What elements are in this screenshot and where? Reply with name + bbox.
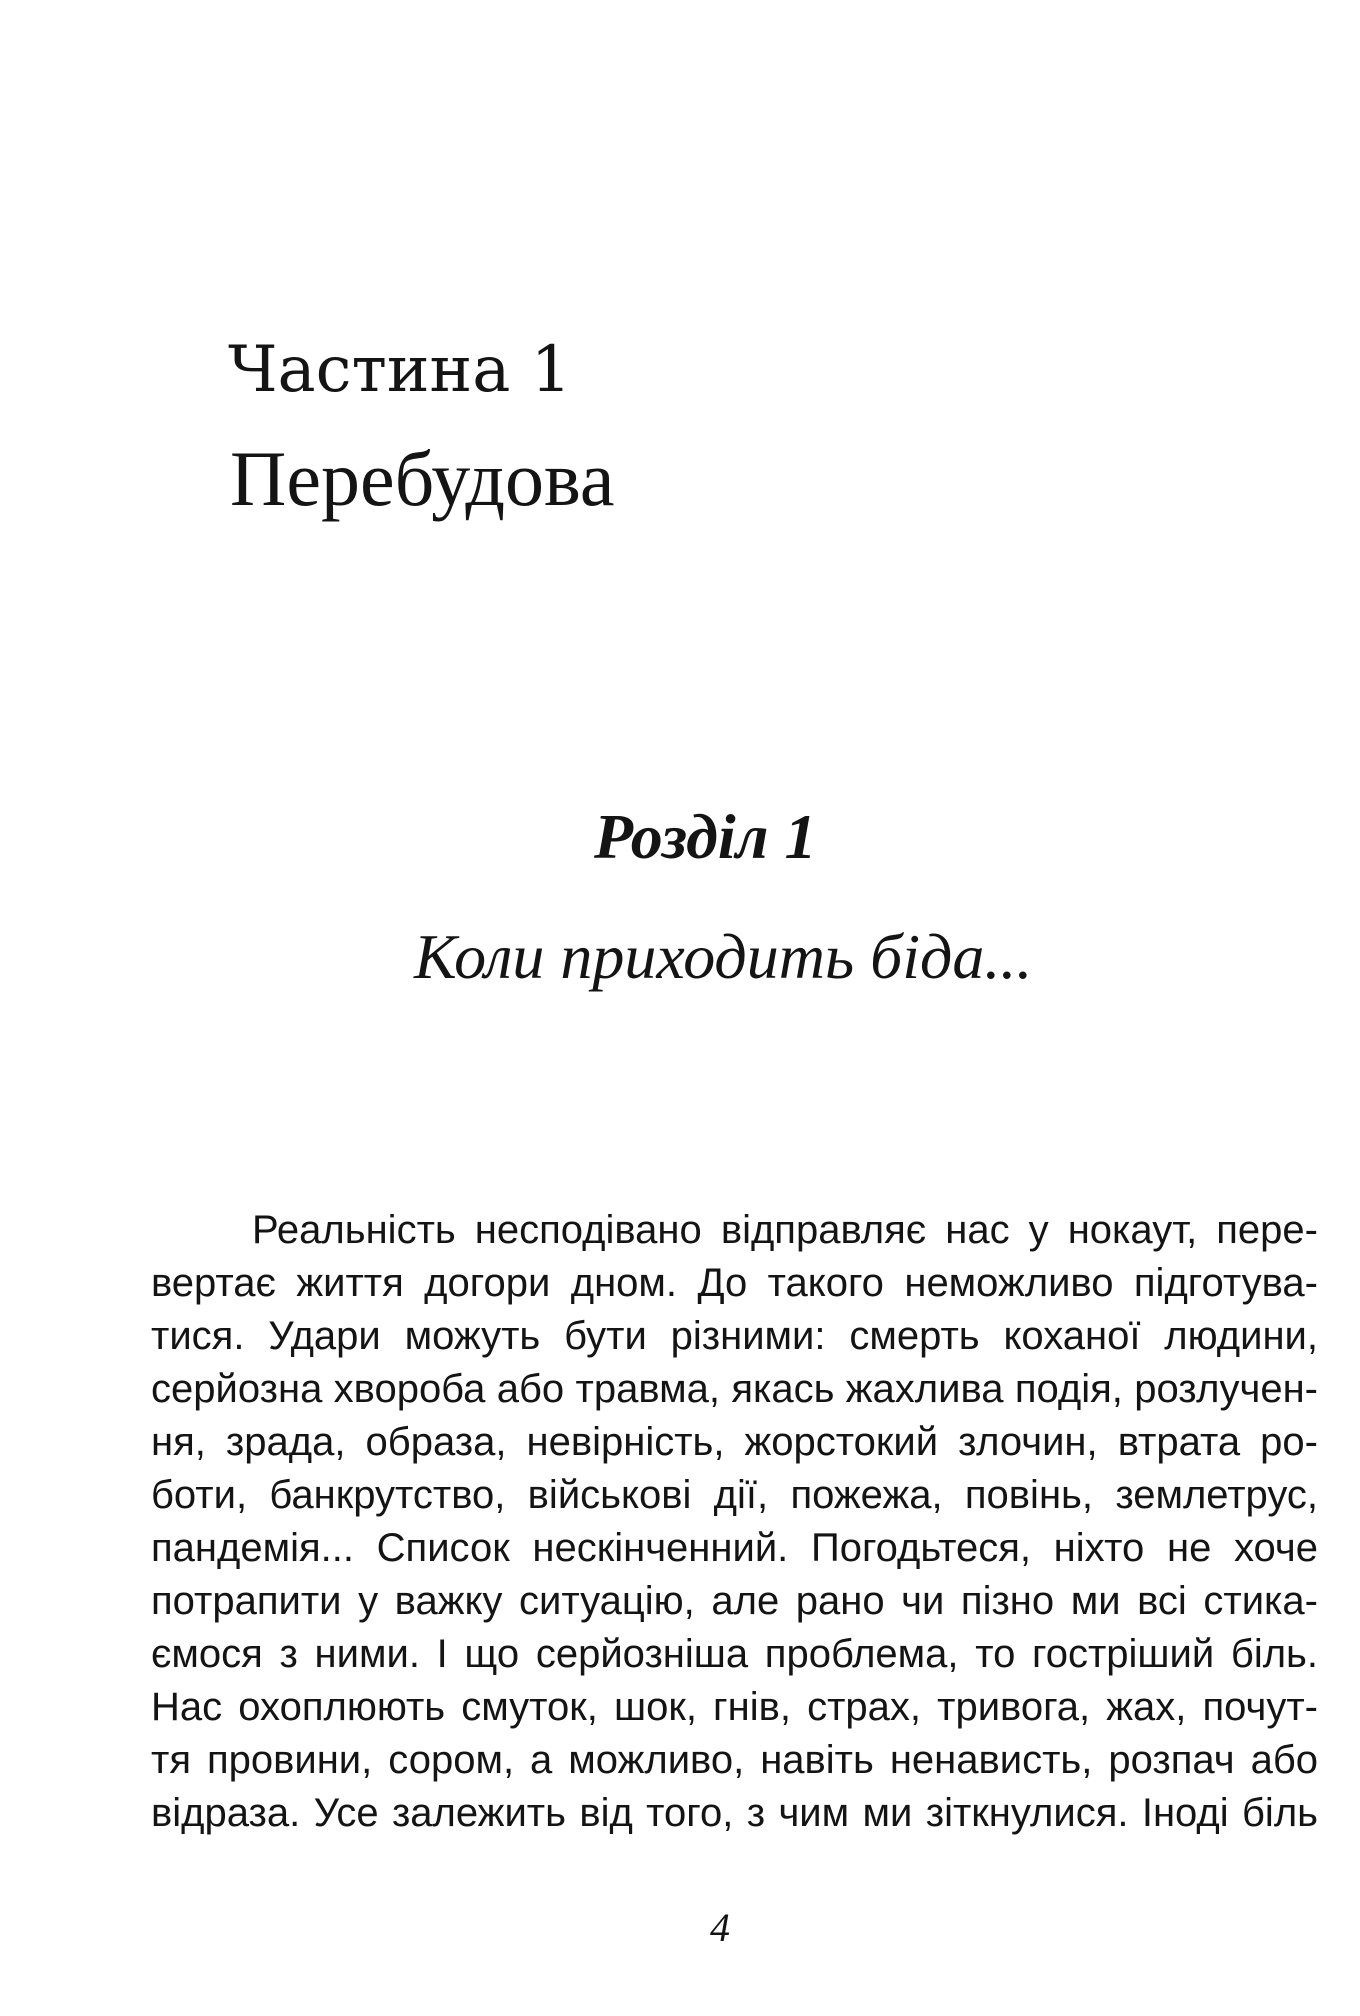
part-title: Частина 1 xyxy=(228,333,572,407)
text-line: пандемія... Список нескінченний. Погодьтеся, ніхто не хоче xyxy=(151,1526,1318,1570)
text-line: серйозна хвороба або травма, якась жахлива подія, розлучен- xyxy=(151,1367,1318,1411)
text-line: тися. Удари можуть бути різними: смерть коханої людини, xyxy=(151,1314,1318,1358)
text-line: потрапити у важку ситуацію, але рано чи пізно ми всі стика- xyxy=(151,1579,1318,1623)
text-line: боти, банкрутство, військові дії, пожежа, повінь, землетрус, xyxy=(151,1473,1318,1517)
chapter-subtitle: Коли приходить біда... xyxy=(414,921,1033,992)
text-line: відраза. Усе залежить від того, з чим ми зіткнулися. Іноді біль xyxy=(151,1791,1318,1835)
text-line: ємося з ними. І що серйозніша проблема, то гостріший біль. xyxy=(151,1632,1318,1676)
text-line: Реальність несподівано відправляє нас у нокаут, пере- xyxy=(252,1208,1318,1252)
chapter-title: Розділ 1 xyxy=(594,801,817,872)
part-subtitle: Перебудова xyxy=(230,435,615,522)
text-line: ня, зрада, образа, невірність, жорстокий злочин, втрата ро- xyxy=(151,1420,1318,1464)
page-number: 4 xyxy=(710,1905,730,1950)
text-line: Нас охоплюють смуток, шок, гнів, страх, тривога, жах, почут- xyxy=(151,1685,1318,1729)
text-line: вертає життя догори дном. До такого неможливо підготува- xyxy=(151,1261,1318,1305)
body-paragraph xyxy=(151,1204,1318,1840)
text-line: тя провини, сором, а можливо, навіть ненависть, розпач або xyxy=(151,1738,1318,1782)
